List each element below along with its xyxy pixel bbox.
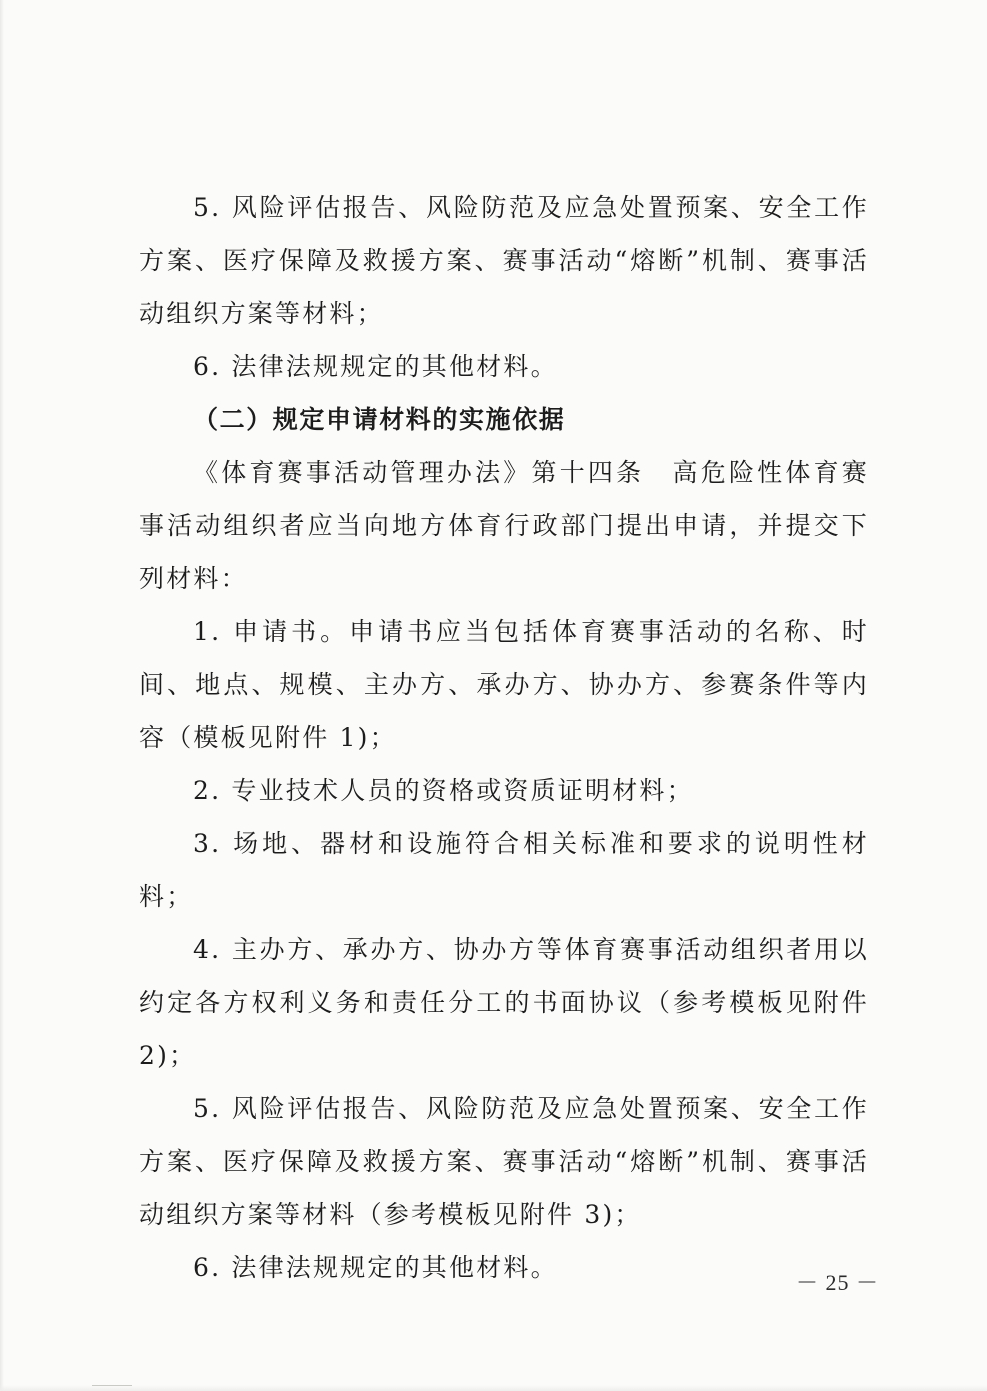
list-item-4-agreement: 4. 主办方、承办方、协办方等体育赛事活动组织者用以约定各方权利义务和责任分工的书面协议（参考模板见附件 2)； xyxy=(139,935,869,1070)
page-number: － 25 － xyxy=(796,1270,880,1295)
regulation-citation: 《体育赛事活动管理办法》第十四条 高危险性体育赛事活动组织者应当向地方体育行政部门提出申请，并提交下列材料： xyxy=(139,458,869,593)
list-item-6-other-materials: 6. 法律法规规定的其他材料。 xyxy=(193,352,558,381)
list-item-2-qualifications: 2. 专业技术人员的资格或资质证明材料； xyxy=(193,776,694,805)
list-item-3-venue-equipment: 3. 场地、器材和设施符合相关标准和要求的说明性材料； xyxy=(139,829,869,911)
list-item-5-materials: 5. 风险评估报告、风险防范及应急处置预案、安全工作方案、医疗保障及救援方案、赛事活动“熔断”机制、赛事活动组织方案等材料； xyxy=(139,193,869,328)
document-body xyxy=(139,181,869,1294)
section-heading: （二）规定申请材料的实施依据 xyxy=(193,405,566,434)
list-item-5-risk-assessment: 5. 风险评估报告、风险防范及应急处置预案、安全工作方案、医疗保障及救援方案、赛事活动“熔断”机制、赛事活动组织方案等材料（参考模板见附件 3)； xyxy=(139,1094,869,1229)
list-item-1-application: 1. 申请书。申请书应当包括体育赛事活动的名称、时间、地点、规模、主办方、承办方、协办方、参赛条件等内容（模板见附件 1)； xyxy=(139,617,869,752)
page-edge-shadow xyxy=(0,0,4,1391)
list-item-6-other-materials-2: 6. 法律法规规定的其他材料。 xyxy=(193,1253,558,1282)
footer-rule xyxy=(92,1385,132,1386)
page-bottom-shadow xyxy=(0,1385,987,1391)
